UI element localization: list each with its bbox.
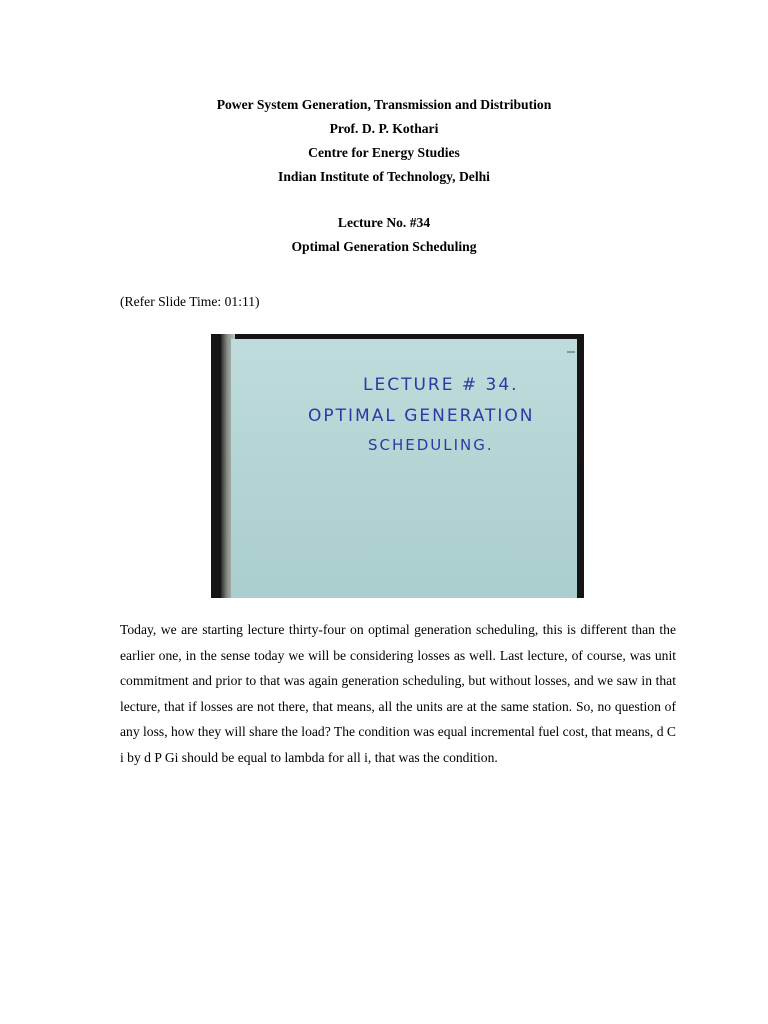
professor-name: Prof. D. P. Kothari [329,121,439,136]
slide-text-subtitle: SCHEDULING. [368,436,494,454]
slide-board [231,339,577,598]
slide-text-title: OPTIMAL GENERATION [308,406,535,426]
course-title: Power System Generation, Transmission and Distribution [216,97,552,112]
lecture-title: Optimal Generation Scheduling [291,239,477,254]
centre-name: Centre for Energy Studies [308,145,460,160]
header-spacer [0,189,768,211]
lecture-slide-image [211,334,584,598]
body-paragraph: Today, we are starting lecture thirty-four on optimal generation scheduling, this is different than the earlier one, in the sense today we will be considering losses as well. Last lecture, of course, was unit commitment and prior to that was again generation scheduling, but without losses, and we saw in that lecture, that if losses are not there, that means, all the units are at the same station. So, no question of any loss, how they will share the load? The condition was equal incremental fuel cost, that means, d C i by d P Gi should be equal to lambda for all i, that was the condition. [120,622,676,765]
institute-name: Indian Institute of Technology, Delhi [278,169,490,184]
slide-corner-mark [567,351,575,353]
refer-slide-time: (Refer Slide Time: 01:11) [120,294,260,309]
lecture-number: Lecture No. #34 [337,215,431,230]
slide-text-lecture-number: LECTURE # 34. [363,375,519,395]
document-header [0,93,768,259]
